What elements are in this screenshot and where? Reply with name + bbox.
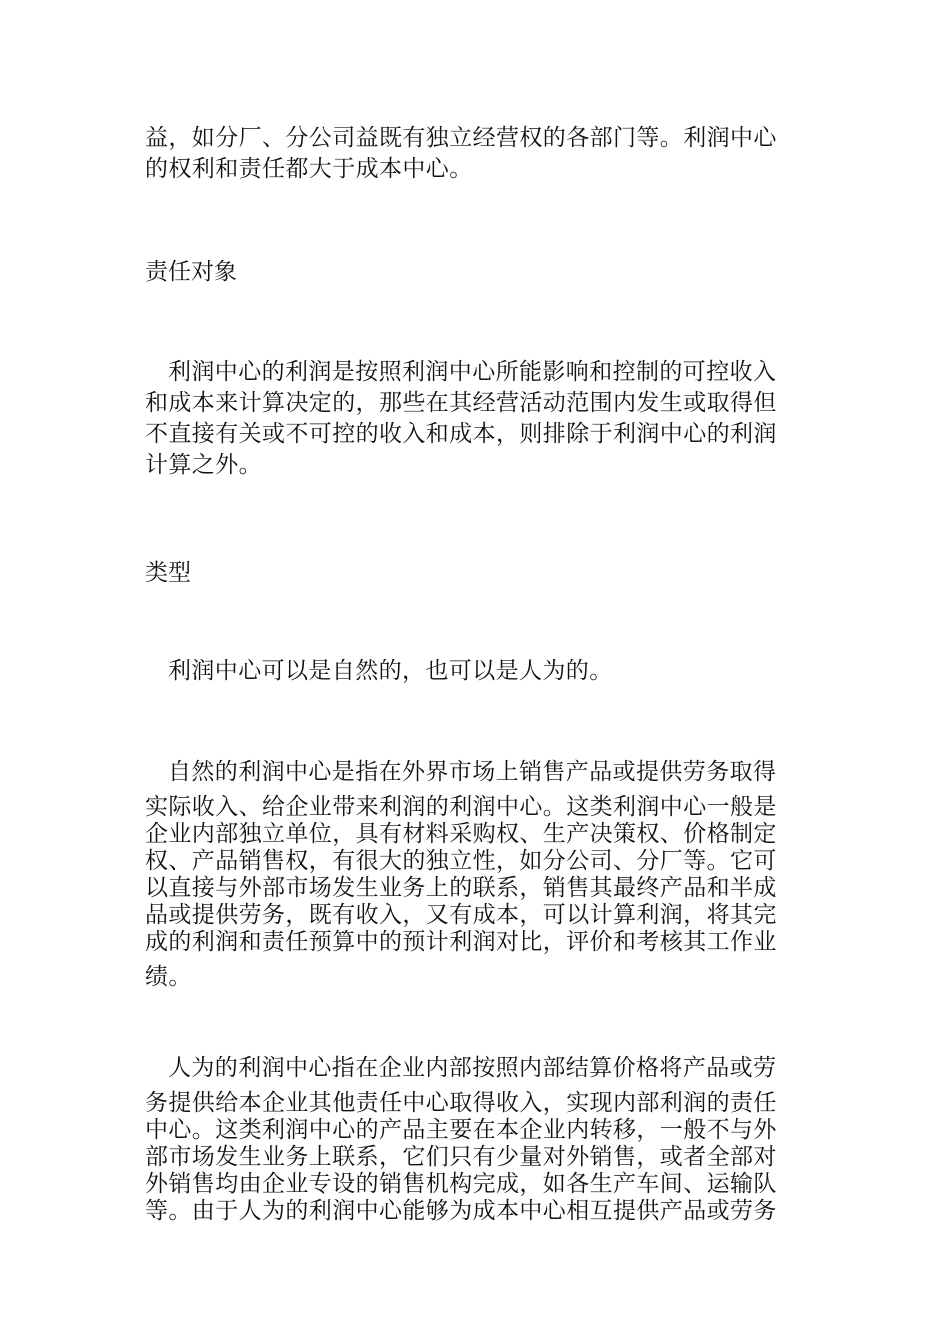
text-line: 企业内部独立单位，具有材料采购权、生产决策权、价格制定 (145, 821, 777, 847)
text-line: 的权利和责任都大于成本中心。 (145, 156, 473, 182)
paragraph-types-intro (145, 656, 810, 687)
text-line: 品或提供劳务，既有收入，又有成本，可以计算利润，将其完 (145, 902, 777, 928)
text-line: 和成本来计算决定的，那些在其经营活动范围内发生或取得但 (145, 390, 777, 416)
text-line: 等。由于人为的利润中心能够为成本中心相互提供产品或劳务 (145, 1198, 777, 1224)
text-line: 中心。这类利润中心的产品主要在本企业内转移，一般不与外 (145, 1117, 777, 1143)
section-heading-types: 类型 (145, 560, 191, 586)
paragraph-body (145, 1090, 810, 1225)
paragraph-continuation (145, 123, 810, 185)
text-line: 以直接与外部市场发生业务上的联系，销售其最终产品和半成 (145, 875, 777, 901)
paragraph-responsibility (145, 357, 810, 481)
paragraph-natural-profit-center (145, 757, 810, 993)
text-line: 实际收入、给企业带来利润的利润中心。这类利润中心一般是 (145, 794, 777, 820)
text-line: 外销售均由企业专设的销售机构完成，如各生产车间、运输队 (145, 1171, 777, 1197)
text-line: 务提供给本企业其他责任中心取得收入，实现内部利润的责任 (145, 1090, 777, 1116)
text-line: 益，如分厂、分公司益既有独立经营权的各部门等。利润中心 (145, 125, 777, 151)
text-line: 权、产品销售权，有很大的独立性，如分公司、分厂等。它可 (145, 848, 777, 874)
text-line: 人为的利润中心指在企业内部按照内部结算价格将产品或劳 (168, 1055, 777, 1081)
text-line: 计算之外。 (145, 452, 262, 478)
text-line: 绩。 (145, 964, 192, 990)
text-line: 利润中心的利润是按照利润中心所能影响和控制的可控收入 (168, 359, 777, 385)
paragraph-artificial-profit-center (145, 1053, 810, 1225)
text-line: 不直接有关或不可控的收入和成本，则排除于利润中心的利润 (145, 421, 777, 447)
section-heading-responsibility: 责任对象 (145, 259, 237, 285)
text-line: 利润中心可以是自然的，也可以是人为的。 (168, 658, 613, 684)
text-line: 自然的利润中心是指在外界市场上销售产品或提供劳务取得 (168, 759, 777, 785)
text-line: 成的利润和责任预算中的预计利润对比，评价和考核其工作业 (145, 929, 777, 955)
paragraph-body (145, 794, 810, 956)
text-line: 部市场发生业务上联系，它们只有少量对外销售，或者全部对 (145, 1144, 777, 1170)
